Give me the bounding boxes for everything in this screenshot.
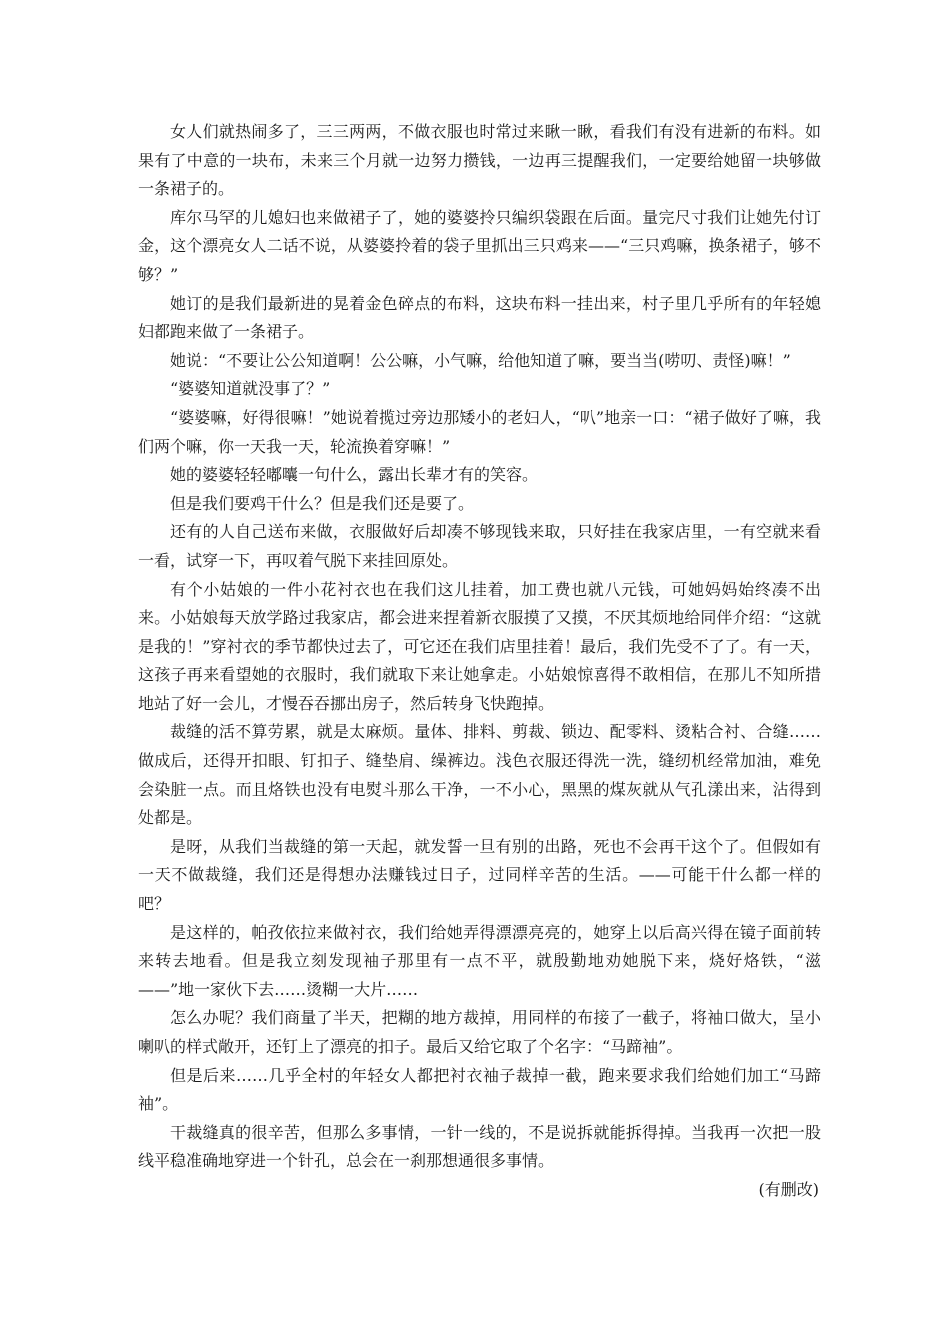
paragraph-9: 还有的人自己送布来做，衣服做好后却凑不够现钱来取，只好挂在我家店里，一有空就来看一看，试穿一下，再叹着气脱下来挂回原处。 (138, 522, 821, 570)
paragraph-13: 是这样的，帕孜依拉来做衬衣，我们给她弄得漂漂亮亮的，她穿上以后高兴得在镜子面前转来转去地看。但是我立刻发现袖子那里有一点不平，就殷勤地劝她脱下来，烧好烙铁，“滋——”地一家伙下去……烫糊一大片…… (138, 922, 821, 999)
article-body (138, 118, 821, 1205)
paragraph-2: 库尔马罕的儿媳妇也来做裙子了，她的婆婆拎只编织袋跟在后面。量完尺寸我们让她先付订金，这个漂亮女人二话不说，从婆婆拎着的袋子里抓出三只鸡来——“三只鸡嘛，换条裙子，够不够？” (138, 207, 821, 284)
paragraph-3: 她订的是我们最新进的晃着金色碎点的布料，这块布料一挂出来，村子里几乎所有的年轻媳妇都跑来做了一条裙子。 (138, 293, 821, 342)
paragraph-10: 有个小姑娘的一件小花衬衣也在我们这儿挂着，加工费也就八元钱，可她妈妈始终凑不出来。小姑娘每天放学路过我家店，都会进来捏着新衣服摸了又摸，不厌其烦地给同伴介绍：“这就是我的！”穿衬衣的季节都快过去了，可它还在我们店里挂着！最后，我们先受不了了。有一天，这孩子再来看望她的衣服时，我们就取下来让她拿走。小姑娘惊喜得不敢相信，在那儿不知所措地站了好一会儿，才慢吞吞挪出房子，然后转身飞快跑掉。 (138, 579, 821, 713)
paragraph-15: 但是后来……几乎全村的年轻女人都把衬衣袖子裁掉一截，跑来要求我们给她们加工“马蹄袖”。 (138, 1065, 821, 1114)
paragraph-8: 但是我们要鸡干什么？但是我们还是要了。 (170, 493, 475, 513)
paragraph-5: “婆婆知道就没事了？” (170, 379, 331, 399)
paragraph-6: “婆婆嘛，好得很嘛！”她说着揽过旁边那矮小的老妇人，“叭”地亲一口：“裙子做好了嘛，我们两个嘛，你一天我一天，轮流换着穿嘛！” (138, 407, 821, 456)
paragraph-4: 她说：“不要让公公知道啊！公公嘛，小气嘛，给他知道了嘛，要当当(唠叨、责怪)嘛！” (170, 350, 791, 370)
paragraph-14: 怎么办呢？我们商量了半天，把糊的地方裁掉，用同样的布接了一截子，将袖口做大，呈小喇叭的样式敞开，还钉上了漂亮的扣子。最后又给它取了个名字：“马蹄袖”。 (138, 1008, 821, 1056)
paragraph-16: 干裁缝真的很辛苦，但那么多事情，一针一线的，不是说拆就能拆得掉。当我再一次把一股线平稳准确地穿进一个针孔，总会在一刹那想通很多事情。 (138, 1122, 821, 1171)
paragraph-7: 她的婆婆轻轻嘟囔一句什么，露出长辈才有的笑容。 (170, 465, 539, 485)
paragraph-1: 女人们就热闹多了，三三两两，不做衣服也时常过来瞅一瞅，看我们有没有进新的布料。如果有了中意的一块布，未来三个月就一边努力攒钱，一边再三提醒我们，一定要给她留一块够做一条裙子的。 (138, 122, 821, 199)
source-note: (有删改) (758, 1179, 819, 1199)
paragraph-12: 是呀，从我们当裁缝的第一天起，就发誓一旦有别的出路，死也不会再干这个了。但假如有一天不做裁缝，我们还是得想办法赚钱过日子，过同样辛苦的生活。——可能干什么都一样的吧？ (138, 836, 821, 914)
paragraph-11: 裁缝的活不算劳累，就是太麻烦。量体、排料、剪裁、锁边、配零料、烫粘合衬、合缝……做成后，还得开扣眼、钉扣子、缝垫肩、缲裤边。浅色衣服还得洗一洗，缝纫机经常加油，难免会染脏一点。而且烙铁也没有电熨斗那么干净，一不小心，黑黑的煤灰就从气孔漾出来，沾得到处都是。 (138, 722, 821, 828)
